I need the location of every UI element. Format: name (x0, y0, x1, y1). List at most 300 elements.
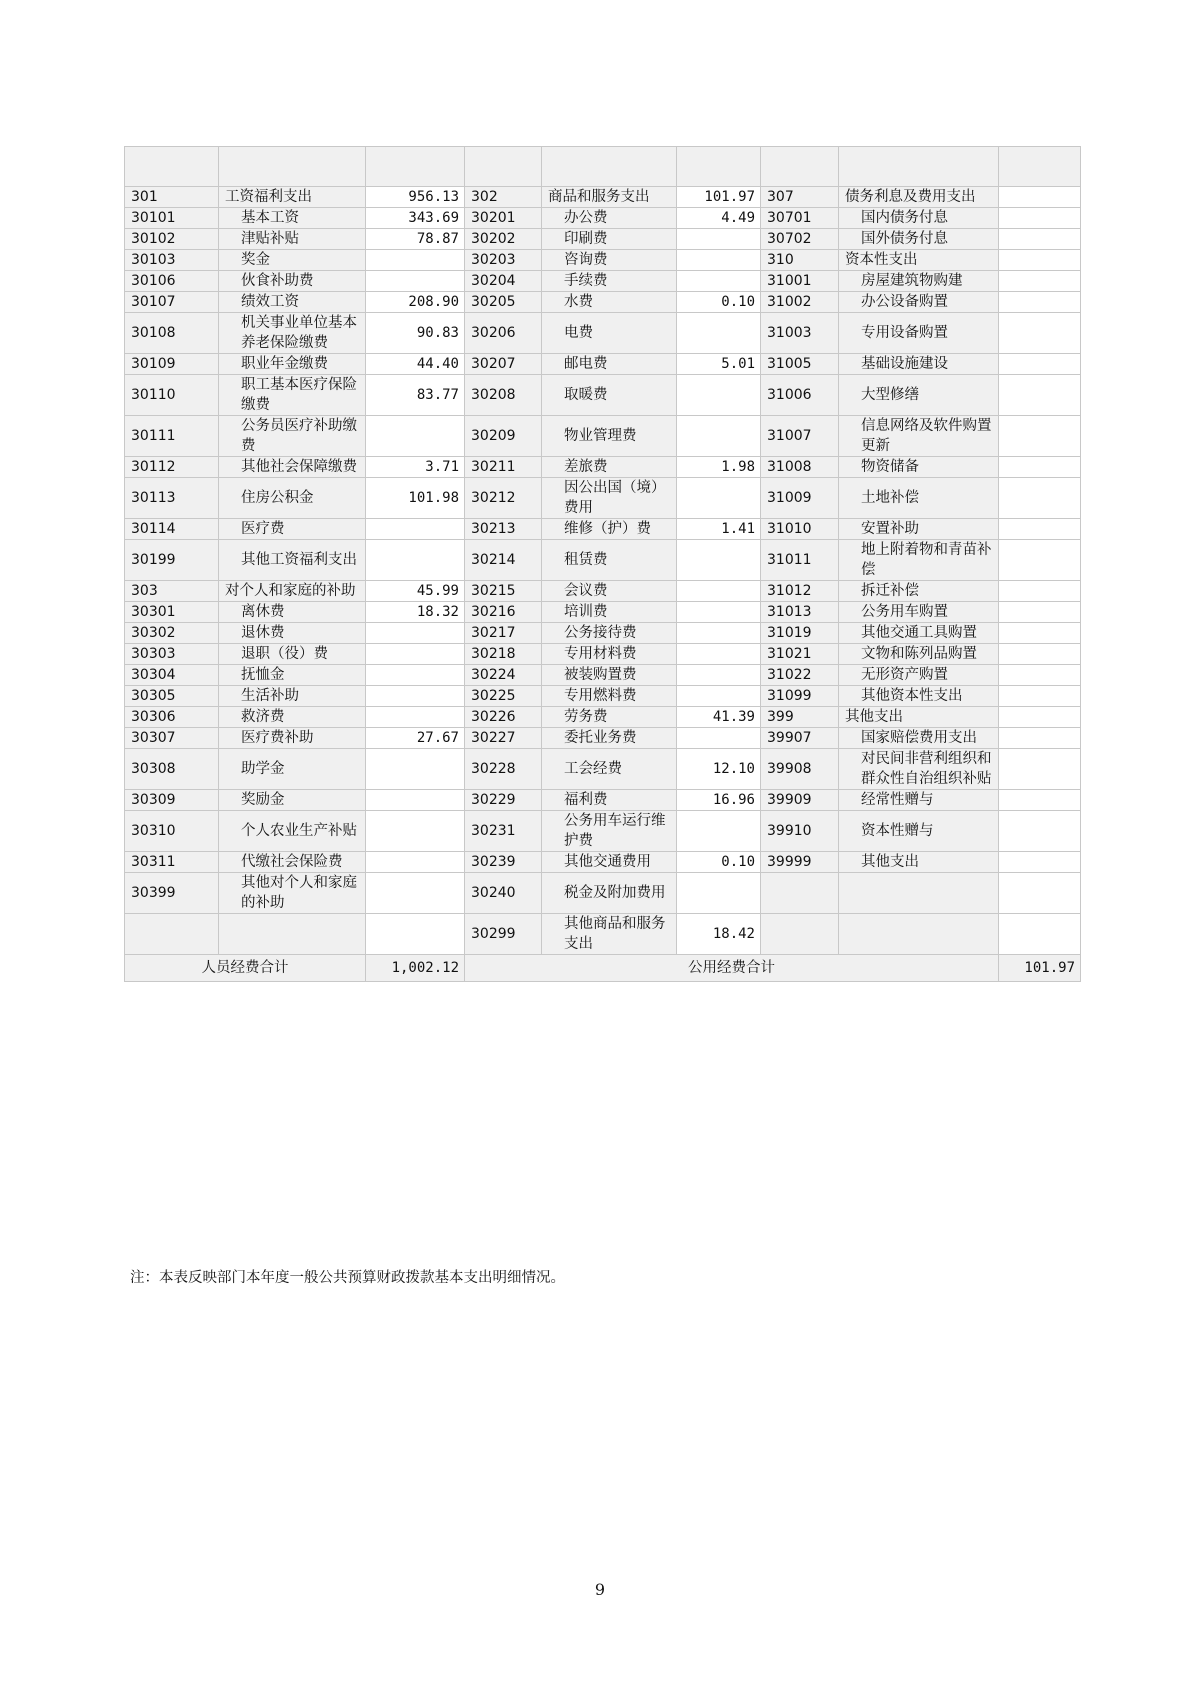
item-code: 30303 (125, 644, 219, 665)
item-code: 30702 (761, 229, 839, 250)
item-name: 拆迁补偿 (839, 581, 999, 602)
item-name: 邮电费 (542, 354, 677, 375)
item-code: 30231 (465, 811, 542, 852)
item-amount (677, 644, 761, 665)
item-code: 30109 (125, 354, 219, 375)
item-code: 31009 (761, 478, 839, 519)
item-name: 资本性赠与 (839, 811, 999, 852)
item-name: 安置补助 (839, 519, 999, 540)
item-name: 物资储备 (839, 457, 999, 478)
item-amount: 78.87 (366, 229, 465, 250)
item-name: 专用材料费 (542, 644, 677, 665)
totals-row (125, 955, 1081, 982)
item-name: 公务用车购置 (839, 602, 999, 623)
item-code: 30701 (761, 208, 839, 229)
item-amount (366, 873, 465, 914)
item-code: 31011 (761, 540, 839, 581)
item-amount (999, 416, 1081, 457)
item-amount (366, 519, 465, 540)
item-name: 津贴补贴 (219, 229, 366, 250)
item-code: 31008 (761, 457, 839, 478)
item-code: 307 (761, 187, 839, 208)
item-amount (999, 790, 1081, 811)
item-name: 培训费 (542, 602, 677, 623)
item-name: 大型修缮 (839, 375, 999, 416)
item-amount (999, 749, 1081, 790)
item-name: 物业管理费 (542, 416, 677, 457)
item-amount (999, 375, 1081, 416)
item-name: 国内债务付息 (839, 208, 999, 229)
item-code: 30240 (465, 873, 542, 914)
item-code: 31019 (761, 623, 839, 644)
item-amount: 3.71 (366, 457, 465, 478)
item-code: 30214 (465, 540, 542, 581)
item-code: 30225 (465, 686, 542, 707)
item-code: 30309 (125, 790, 219, 811)
item-name: 代缴社会保险费 (219, 852, 366, 873)
item-amount: 0.10 (677, 852, 761, 873)
item-name: 其他对个人和家庭的补助 (219, 873, 366, 914)
item-amount (366, 914, 465, 955)
item-name: 水费 (542, 292, 677, 313)
item-amount: 18.32 (366, 602, 465, 623)
item-code: 30212 (465, 478, 542, 519)
item-name: 对个人和家庭的补助 (219, 581, 366, 602)
budget-sheet (124, 146, 1080, 982)
personnel-total-value: 1,002.12 (366, 955, 465, 982)
table-row (125, 811, 1081, 852)
item-amount: 45.99 (366, 581, 465, 602)
item-code: 30101 (125, 208, 219, 229)
table-row (125, 478, 1081, 519)
item-name: 绩效工资 (219, 292, 366, 313)
item-code: 30227 (465, 728, 542, 749)
item-name: 会议费 (542, 581, 677, 602)
item-code: 30239 (465, 852, 542, 873)
item-amount: 208.90 (366, 292, 465, 313)
item-code: 31002 (761, 292, 839, 313)
item-amount (366, 749, 465, 790)
item-amount (999, 707, 1081, 728)
item-name: 取暖费 (542, 375, 677, 416)
public-total-value: 101.97 (999, 955, 1081, 982)
item-name: 劳务费 (542, 707, 677, 728)
item-code: 30311 (125, 852, 219, 873)
table-row (125, 852, 1081, 873)
item-code: 31007 (761, 416, 839, 457)
item-name: 伙食补助费 (219, 271, 366, 292)
item-amount (999, 581, 1081, 602)
item-amount: 5.01 (677, 354, 761, 375)
item-code: 30307 (125, 728, 219, 749)
item-name: 公务员医疗补助缴费 (219, 416, 366, 457)
table-row (125, 416, 1081, 457)
header-cell (999, 147, 1081, 187)
item-amount (366, 250, 465, 271)
item-code: 31012 (761, 581, 839, 602)
item-amount (677, 602, 761, 623)
item-code: 30204 (465, 271, 542, 292)
item-code: 30106 (125, 271, 219, 292)
item-name: 住房公积金 (219, 478, 366, 519)
item-code: 30102 (125, 229, 219, 250)
header-cell (677, 147, 761, 187)
table-row (125, 208, 1081, 229)
item-amount: 343.69 (366, 208, 465, 229)
table-row (125, 540, 1081, 581)
item-amount (999, 914, 1081, 955)
item-amount (366, 644, 465, 665)
item-code: 30110 (125, 375, 219, 416)
item-name: 信息网络及软件购置更新 (839, 416, 999, 457)
item-amount (999, 811, 1081, 852)
item-name: 职业年金缴费 (219, 354, 366, 375)
item-code: 30206 (465, 313, 542, 354)
item-code: 30305 (125, 686, 219, 707)
header-cell (761, 147, 839, 187)
item-amount (999, 478, 1081, 519)
item-name (219, 914, 366, 955)
item-code: 30301 (125, 602, 219, 623)
item-name: 个人农业生产补贴 (219, 811, 366, 852)
item-amount: 16.96 (677, 790, 761, 811)
item-code: 310 (761, 250, 839, 271)
item-code: 30207 (465, 354, 542, 375)
item-code: 39910 (761, 811, 839, 852)
item-amount (999, 623, 1081, 644)
header-cell (839, 147, 999, 187)
item-name (839, 873, 999, 914)
item-code: 30203 (465, 250, 542, 271)
item-code: 30111 (125, 416, 219, 457)
item-amount (999, 728, 1081, 749)
item-name: 基础设施建设 (839, 354, 999, 375)
item-name: 其他交通工具购置 (839, 623, 999, 644)
item-amount (999, 644, 1081, 665)
item-amount (999, 250, 1081, 271)
public-total-label: 公用经费合计 (465, 955, 999, 982)
item-name: 对民间非营利组织和群众性自治组织补贴 (839, 749, 999, 790)
item-amount (999, 271, 1081, 292)
header-row (125, 147, 1081, 187)
item-amount: 44.40 (366, 354, 465, 375)
item-code (125, 914, 219, 955)
item-amount: 1.98 (677, 457, 761, 478)
item-amount (999, 665, 1081, 686)
item-code: 30213 (465, 519, 542, 540)
table-row (125, 250, 1081, 271)
table-row (125, 229, 1081, 250)
item-code: 30202 (465, 229, 542, 250)
item-code: 30229 (465, 790, 542, 811)
item-name: 专用设备购置 (839, 313, 999, 354)
item-amount (999, 686, 1081, 707)
item-name: 公务接待费 (542, 623, 677, 644)
item-code: 30208 (465, 375, 542, 416)
item-amount (999, 540, 1081, 581)
table-row (125, 519, 1081, 540)
item-amount: 956.13 (366, 187, 465, 208)
item-amount (366, 852, 465, 873)
item-amount (677, 416, 761, 457)
item-code (761, 914, 839, 955)
item-code: 30215 (465, 581, 542, 602)
item-amount (999, 354, 1081, 375)
item-amount (677, 873, 761, 914)
table-row (125, 457, 1081, 478)
item-code: 30216 (465, 602, 542, 623)
table-row (125, 187, 1081, 208)
item-amount (999, 313, 1081, 354)
personnel-total-label: 人员经费合计 (125, 955, 366, 982)
item-amount (366, 623, 465, 644)
item-code: 39908 (761, 749, 839, 790)
item-name: 国家赔偿费用支出 (839, 728, 999, 749)
table-row (125, 354, 1081, 375)
item-code: 399 (761, 707, 839, 728)
item-amount (677, 581, 761, 602)
item-code: 31006 (761, 375, 839, 416)
item-amount (677, 623, 761, 644)
item-name: 税金及附加费用 (542, 873, 677, 914)
item-code: 30108 (125, 313, 219, 354)
table-note: 注：本表反映部门本年度一般公共预算财政拨款基本支出明细情况。 (130, 1270, 565, 1286)
item-code: 302 (465, 187, 542, 208)
item-amount (366, 707, 465, 728)
table-row (125, 581, 1081, 602)
item-name: 职工基本医疗保险缴费 (219, 375, 366, 416)
item-amount: 41.39 (677, 707, 761, 728)
item-code: 30308 (125, 749, 219, 790)
header-cell (542, 147, 677, 187)
item-name: 抚恤金 (219, 665, 366, 686)
item-name: 办公费 (542, 208, 677, 229)
page-number: 9 (594, 1580, 606, 1599)
item-name: 咨询费 (542, 250, 677, 271)
item-code: 30201 (465, 208, 542, 229)
item-code: 30107 (125, 292, 219, 313)
item-amount (677, 229, 761, 250)
table-row (125, 665, 1081, 686)
header-cell (366, 147, 465, 187)
item-name: 工会经费 (542, 749, 677, 790)
item-name: 基本工资 (219, 208, 366, 229)
table-row (125, 873, 1081, 914)
item-name: 奖金 (219, 250, 366, 271)
item-name: 地上附着物和青苗补偿 (839, 540, 999, 581)
item-code: 30112 (125, 457, 219, 478)
table-row (125, 375, 1081, 416)
item-name: 印刷费 (542, 229, 677, 250)
item-name: 电费 (542, 313, 677, 354)
item-code: 31022 (761, 665, 839, 686)
item-name: 手续费 (542, 271, 677, 292)
item-name: 医疗费 (219, 519, 366, 540)
item-name: 债务利息及费用支出 (839, 187, 999, 208)
item-code: 30211 (465, 457, 542, 478)
item-amount (999, 292, 1081, 313)
item-name: 房屋建筑物购建 (839, 271, 999, 292)
item-code: 31010 (761, 519, 839, 540)
item-code: 30199 (125, 540, 219, 581)
item-code: 30103 (125, 250, 219, 271)
header-cell (125, 147, 219, 187)
item-name: 办公设备购置 (839, 292, 999, 313)
item-code: 39907 (761, 728, 839, 749)
item-name: 其他社会保障缴费 (219, 457, 366, 478)
item-name: 机关事业单位基本养老保险缴费 (219, 313, 366, 354)
item-code: 30302 (125, 623, 219, 644)
item-amount (677, 271, 761, 292)
item-amount: 4.49 (677, 208, 761, 229)
item-code (761, 873, 839, 914)
item-amount (999, 229, 1081, 250)
item-amount (999, 602, 1081, 623)
item-code: 30228 (465, 749, 542, 790)
item-amount: 83.77 (366, 375, 465, 416)
item-amount (999, 208, 1081, 229)
header-cell (465, 147, 542, 187)
item-amount (366, 540, 465, 581)
item-name: 其他支出 (839, 852, 999, 873)
item-amount (999, 852, 1081, 873)
item-name: 经常性赠与 (839, 790, 999, 811)
item-name: 退休费 (219, 623, 366, 644)
item-amount (999, 457, 1081, 478)
item-name: 维修（护）费 (542, 519, 677, 540)
item-name (839, 914, 999, 955)
item-amount (366, 811, 465, 852)
item-amount: 101.97 (677, 187, 761, 208)
item-code: 39999 (761, 852, 839, 873)
table-row (125, 728, 1081, 749)
item-name: 其他工资福利支出 (219, 540, 366, 581)
item-name: 文物和陈列品购置 (839, 644, 999, 665)
item-name: 委托业务费 (542, 728, 677, 749)
item-amount: 12.10 (677, 749, 761, 790)
item-code: 30226 (465, 707, 542, 728)
table-row (125, 602, 1081, 623)
item-code: 30113 (125, 478, 219, 519)
table-row (125, 707, 1081, 728)
item-amount (677, 665, 761, 686)
item-code: 301 (125, 187, 219, 208)
item-name: 救济费 (219, 707, 366, 728)
item-amount (677, 478, 761, 519)
item-amount (677, 686, 761, 707)
item-name: 因公出国（境）费用 (542, 478, 677, 519)
item-name: 工资福利支出 (219, 187, 366, 208)
item-name: 差旅费 (542, 457, 677, 478)
item-name: 其他支出 (839, 707, 999, 728)
item-name: 奖励金 (219, 790, 366, 811)
item-name: 无形资产购置 (839, 665, 999, 686)
item-amount (677, 313, 761, 354)
item-name: 公务用车运行维护费 (542, 811, 677, 852)
item-name: 被装购置费 (542, 665, 677, 686)
item-amount (677, 811, 761, 852)
item-amount (677, 375, 761, 416)
item-name: 其他资本性支出 (839, 686, 999, 707)
item-code: 31001 (761, 271, 839, 292)
item-code: 30205 (465, 292, 542, 313)
item-amount (366, 686, 465, 707)
table-row (125, 790, 1081, 811)
item-code: 30306 (125, 707, 219, 728)
item-name: 土地补偿 (839, 478, 999, 519)
item-name: 福利费 (542, 790, 677, 811)
item-code: 30209 (465, 416, 542, 457)
item-name: 退职（役）费 (219, 644, 366, 665)
item-name: 专用燃料费 (542, 686, 677, 707)
item-code: 303 (125, 581, 219, 602)
item-code: 30218 (465, 644, 542, 665)
item-amount: 90.83 (366, 313, 465, 354)
table-row (125, 623, 1081, 644)
table-row (125, 914, 1081, 955)
item-amount: 27.67 (366, 728, 465, 749)
table-row (125, 313, 1081, 354)
table-row (125, 271, 1081, 292)
item-amount (999, 873, 1081, 914)
item-amount: 18.42 (677, 914, 761, 955)
basic-expenditure-table (124, 146, 1081, 982)
table-row (125, 749, 1081, 790)
item-code: 30217 (465, 623, 542, 644)
item-amount (677, 540, 761, 581)
item-amount (677, 728, 761, 749)
item-amount (999, 187, 1081, 208)
item-code: 30114 (125, 519, 219, 540)
item-code: 31021 (761, 644, 839, 665)
item-code: 31005 (761, 354, 839, 375)
item-name: 其他商品和服务支出 (542, 914, 677, 955)
item-amount (366, 665, 465, 686)
item-name: 商品和服务支出 (542, 187, 677, 208)
item-code: 31003 (761, 313, 839, 354)
item-name: 医疗费补助 (219, 728, 366, 749)
item-amount: 101.98 (366, 478, 465, 519)
header-cell (219, 147, 366, 187)
item-amount (366, 271, 465, 292)
item-name: 国外债务付息 (839, 229, 999, 250)
table-row (125, 292, 1081, 313)
item-code: 30399 (125, 873, 219, 914)
item-amount (999, 519, 1081, 540)
table-body (125, 147, 1081, 955)
item-amount (366, 790, 465, 811)
item-amount (366, 416, 465, 457)
table-row (125, 644, 1081, 665)
item-amount: 0.10 (677, 292, 761, 313)
item-name: 资本性支出 (839, 250, 999, 271)
table-row (125, 686, 1081, 707)
item-amount: 1.41 (677, 519, 761, 540)
item-name: 助学金 (219, 749, 366, 790)
item-code: 30224 (465, 665, 542, 686)
item-code: 30304 (125, 665, 219, 686)
item-code: 30299 (465, 914, 542, 955)
item-name: 离休费 (219, 602, 366, 623)
item-name: 生活补助 (219, 686, 366, 707)
item-code: 30310 (125, 811, 219, 852)
item-code: 31099 (761, 686, 839, 707)
item-name: 其他交通费用 (542, 852, 677, 873)
item-amount (677, 250, 761, 271)
item-code: 31013 (761, 602, 839, 623)
item-name: 租赁费 (542, 540, 677, 581)
item-code: 39909 (761, 790, 839, 811)
